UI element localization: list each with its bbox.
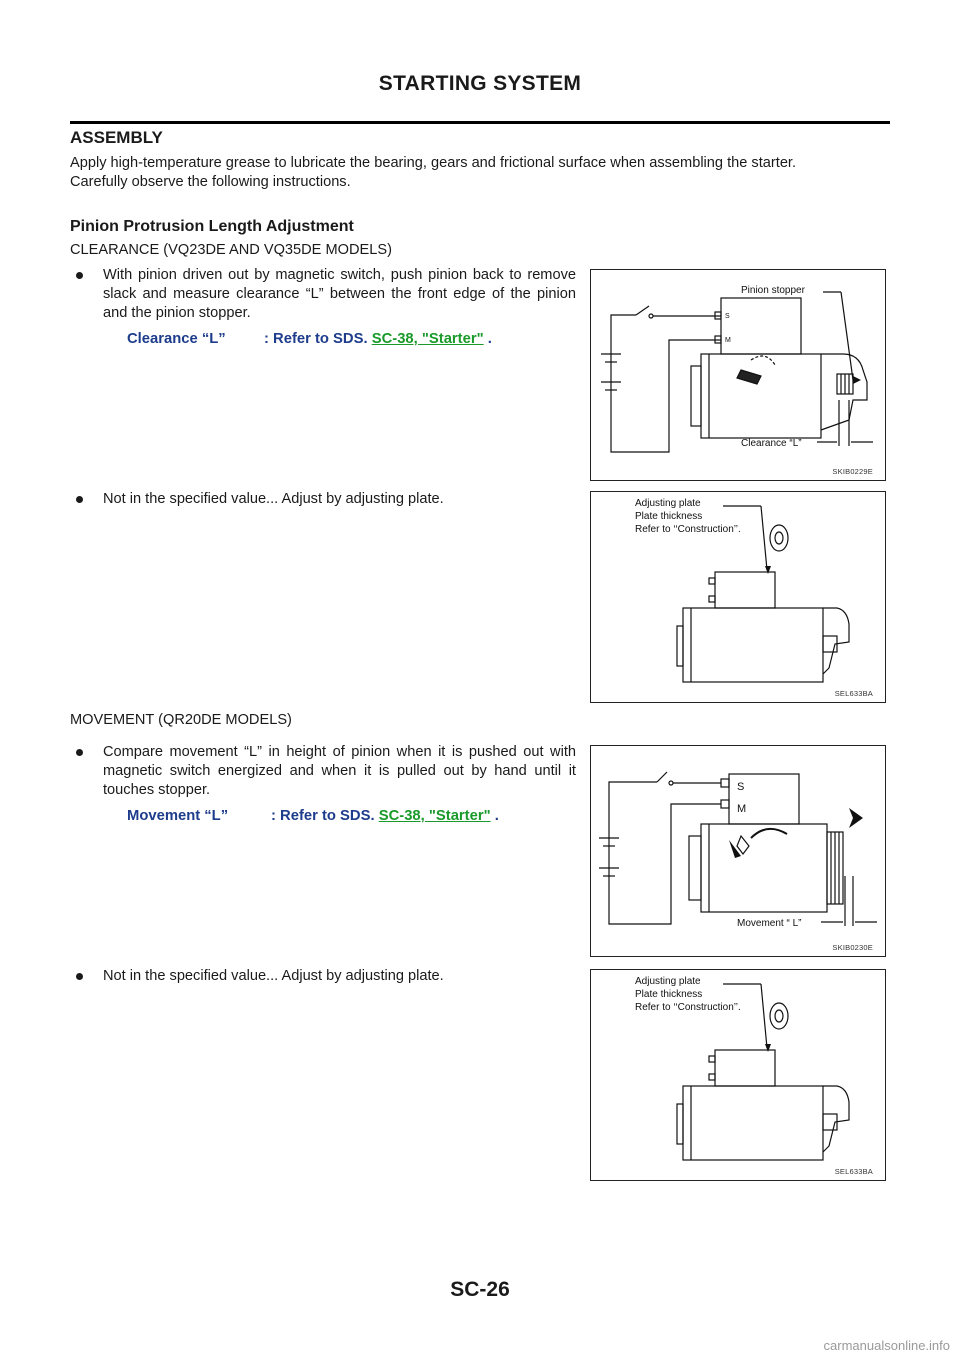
page-header-title: STARTING SYSTEM	[378, 72, 582, 95]
sds-link[interactable]: SC-38, "Starter"	[371, 331, 484, 347]
starter-movement-diagram	[591, 746, 884, 955]
spec-label: Movement “L”	[127, 808, 229, 824]
sds-link[interactable]: SC-38, "Starter"	[378, 808, 491, 824]
figure-code: SKIB0230E	[832, 943, 873, 952]
label-movement: Movement “ L”	[737, 918, 802, 929]
intro-paragraph-2: Carefully observe the following instructions.	[70, 174, 351, 190]
figure-code: SKIB0229E	[832, 467, 873, 476]
figure-adjusting-plate-2	[590, 969, 886, 1181]
label-adjusting-plate: Adjusting plate	[635, 498, 701, 509]
spec-end: .	[487, 331, 492, 347]
clearance-bullet-2	[76, 490, 576, 509]
spec-label: Clearance “L”	[127, 331, 226, 347]
figure-code: SEL633BA	[834, 689, 873, 698]
bullet-dot	[76, 272, 83, 279]
label-adjusting-plate: Adjusting plate	[635, 976, 701, 987]
label-clearance: Clearance “L”	[741, 438, 802, 449]
label-refer-construction: Refer to ‘‘Construction’’.	[635, 524, 741, 535]
starter-clearance-diagram	[591, 270, 884, 479]
bullet-text: Compare movement “L” in height of pinion when it is pushed out with magnetic switch energized and when it is pulled out by hand until it touches stopper.	[103, 744, 576, 798]
bullet-dot	[76, 749, 83, 756]
clearance-heading: CLEARANCE (VQ23DE AND VQ35DE MODELS)	[70, 242, 392, 258]
bullet-text: Not in the specified value... Adjust by adjusting plate.	[103, 491, 444, 507]
label-m-terminal: M	[737, 803, 747, 815]
spec-end: .	[494, 808, 499, 824]
intro-text	[70, 154, 888, 192]
label-m-terminal: M	[725, 337, 731, 344]
bullet-dot	[76, 496, 83, 503]
intro-paragraph-1: Apply high-temperature grease to lubricate the bearing, gears and frictional surface when assembling the starter.	[70, 155, 797, 171]
clearance-bullet-1	[76, 266, 576, 323]
movement-bullet-1	[76, 743, 576, 800]
movement-spec	[127, 808, 499, 824]
label-s-terminal: S	[737, 781, 745, 793]
spec-value-row	[264, 331, 492, 347]
clearance-spec	[127, 331, 492, 347]
movement-heading: MOVEMENT (QR20DE MODELS)	[70, 712, 292, 728]
label-pinion-stopper: Pinion stopper	[741, 285, 805, 296]
figure-clearance	[590, 269, 886, 481]
label-plate-thickness: Plate thickness	[635, 989, 703, 1000]
header-rule	[70, 121, 890, 124]
movement-bullet-2	[76, 967, 576, 986]
spec-value: : Refer to SDS.	[264, 331, 368, 347]
label-plate-thickness: Plate thickness	[635, 511, 703, 522]
adjusting-plate-diagram	[591, 970, 884, 1179]
label-refer-construction: Refer to ‘‘Construction’’.	[635, 1002, 741, 1013]
page-number: SC-26	[450, 1278, 510, 1301]
watermark: carmanualsonline.info	[823, 1338, 950, 1353]
bullet-text: Not in the specified value... Adjust by adjusting plate.	[103, 968, 444, 984]
bullet-dot	[76, 973, 83, 980]
figure-movement	[590, 745, 886, 957]
figure-code: SEL633BA	[834, 1167, 873, 1176]
spec-value-row	[271, 808, 499, 824]
adjusting-plate-diagram	[591, 492, 884, 701]
bullet-text: With pinion driven out by magnetic switch, push pinion back to remove slack and measure clearance “L” between the front edge of the pinion and the pinion stopper.	[103, 267, 576, 321]
section-title: ASSEMBLY	[70, 128, 163, 147]
figure-adjusting-plate-1	[590, 491, 886, 703]
subsection-title: Pinion Protrusion Length Adjustment	[70, 218, 354, 235]
spec-value: : Refer to SDS.	[271, 808, 375, 824]
label-s-terminal: S	[725, 313, 730, 320]
